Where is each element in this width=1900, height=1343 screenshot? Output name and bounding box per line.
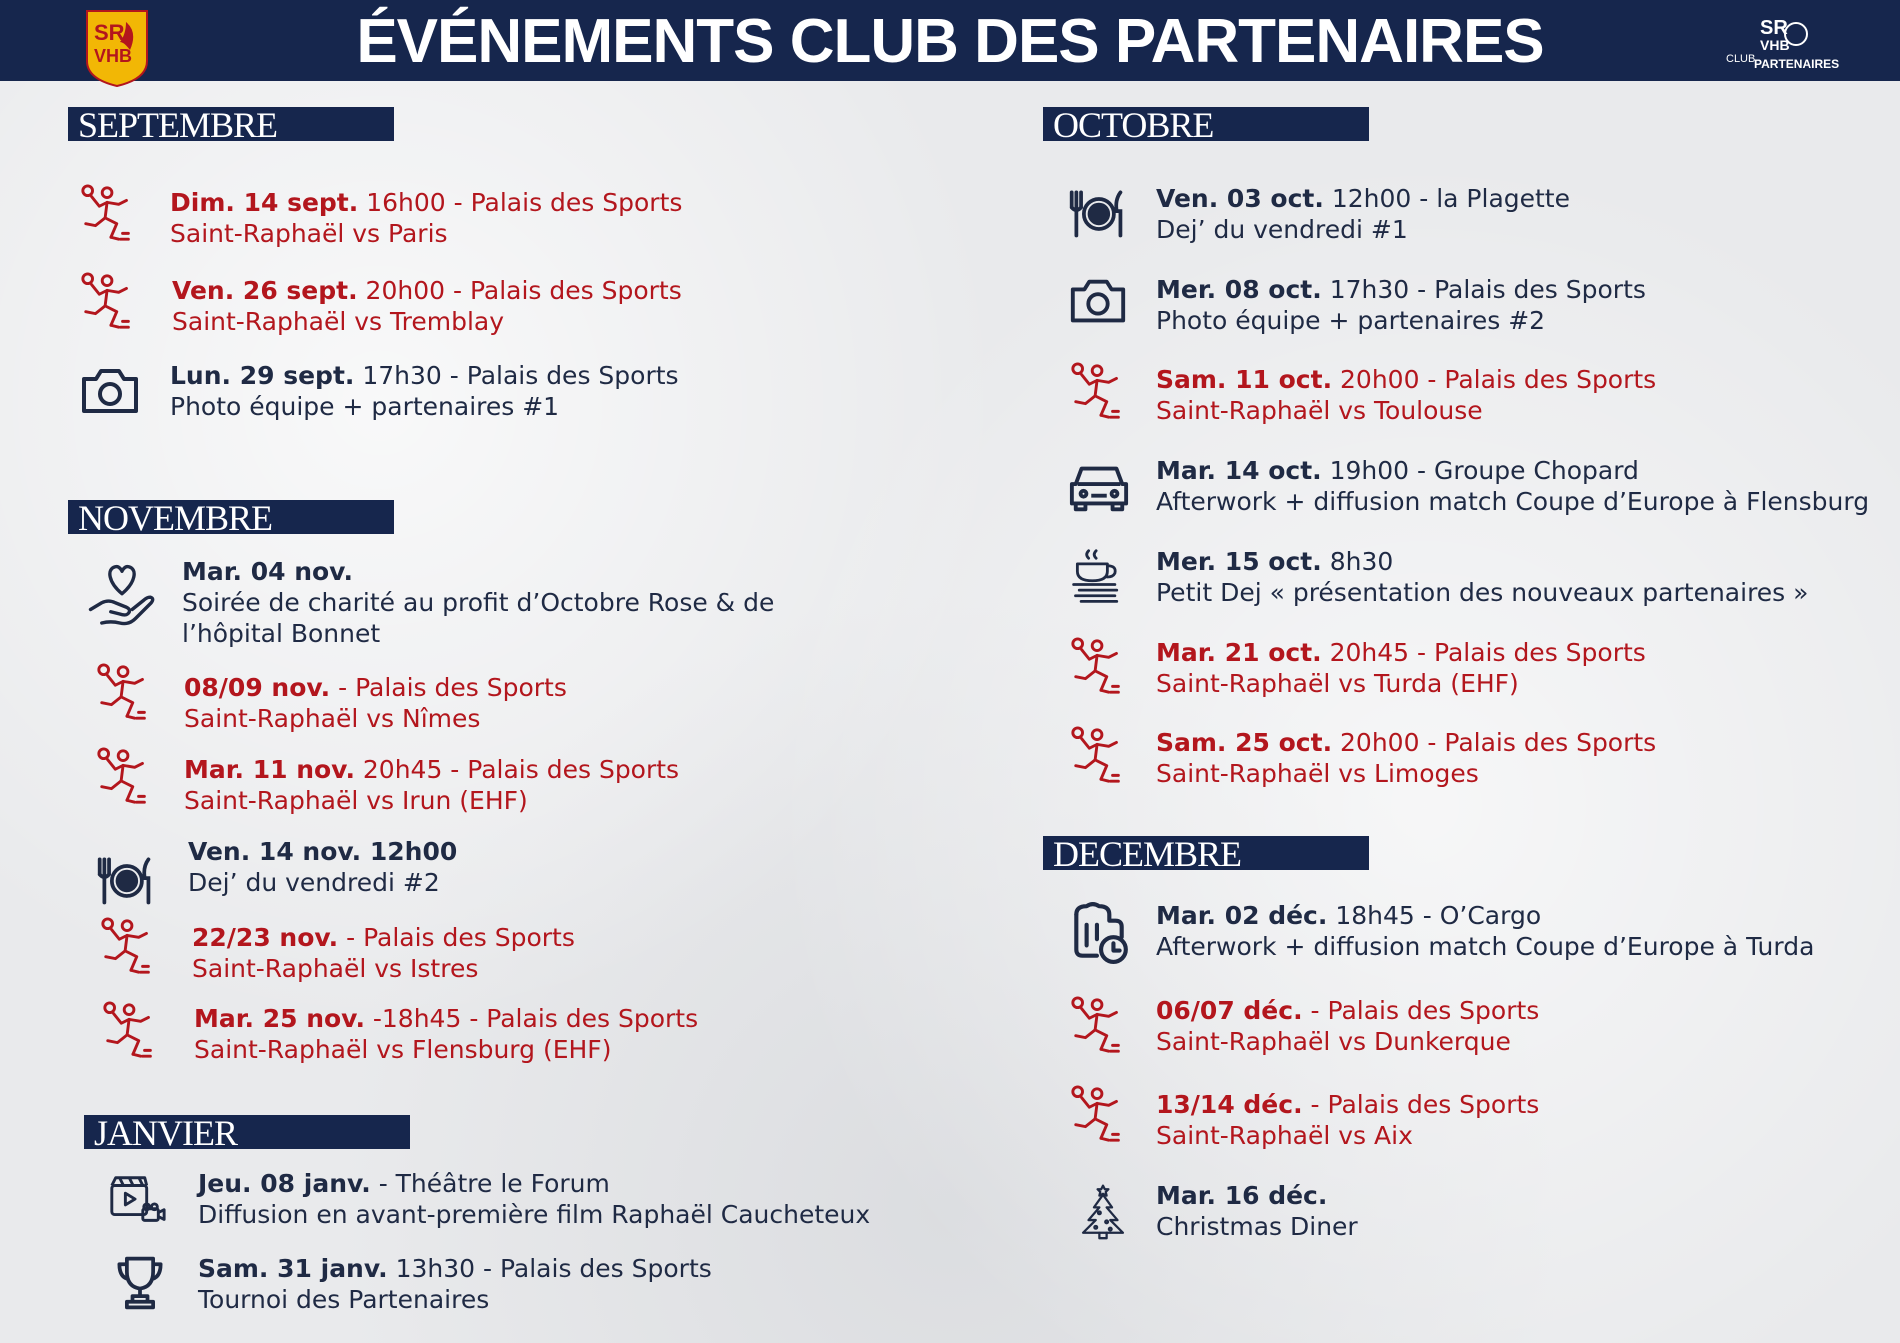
plate-cutlery-icon <box>88 850 162 910</box>
logo-right-line1: SR <box>1760 17 1788 39</box>
handball-player-icon <box>1068 1083 1130 1147</box>
event-text <box>1156 727 1656 789</box>
event-detail: 20h00 - Palais des Sports <box>357 276 682 305</box>
event-line2: Saint-Raphaël vs Flensburg (EHF) <box>194 1035 612 1064</box>
month-header-septembre: SEPTEMBRE <box>68 107 394 141</box>
event-detail: 20h45 - Palais des Sports <box>354 755 680 784</box>
event-line2: Tournoi des Partenaires <box>198 1285 490 1314</box>
event-text <box>198 1168 870 1230</box>
event-date: Mar. 02 déc. <box>1156 901 1328 930</box>
event-detail: -18h45 - Palais des Sports <box>364 1004 699 1033</box>
event-date: Jeu. 08 janv. <box>198 1169 371 1198</box>
event-line2: Saint-Raphaël vs Aix <box>1156 1121 1413 1150</box>
event-detail: 16h00 - Palais des Sports <box>358 188 683 217</box>
handball-player-icon <box>98 916 160 978</box>
event-date: Sam. 25 oct. <box>1156 728 1333 757</box>
month-header-octobre: OCTOBRE <box>1043 107 1369 141</box>
event-date: Ven. 14 nov. 12h00 <box>188 837 458 866</box>
logo-right-club: CLUB <box>1726 53 1756 65</box>
handball-player-icon <box>78 183 140 245</box>
event-line2: Christmas Diner <box>1156 1212 1358 1241</box>
christmas-tree-icon <box>1074 1178 1132 1244</box>
event-text <box>184 672 567 734</box>
page-title: ÉVÉNEMENTS CLUB DES PARTENAIRES <box>356 7 1544 76</box>
event-date: Mer. 08 oct. <box>1156 275 1322 304</box>
event-date: Mar. 21 oct. <box>1156 638 1322 667</box>
event-detail: 13h30 - Palais des Sports <box>387 1254 712 1283</box>
header-bar <box>0 0 1900 81</box>
event-date: 22/23 nov. <box>192 923 339 952</box>
event-detail: 8h30 <box>1321 547 1394 576</box>
event-line3: l’hôpital Bonnet <box>182 619 381 648</box>
camera-icon <box>1066 270 1130 332</box>
event-line2: Dej’ du vendredi #1 <box>1156 215 1408 244</box>
handball-player-icon <box>94 662 156 724</box>
event-line2: Saint-Raphaël vs Istres <box>192 954 479 983</box>
event-line2: Photo équipe + partenaires #2 <box>1156 306 1546 335</box>
handball-player-icon <box>1068 360 1130 424</box>
event-line2: Petit Dej « présentation des nouveaux partenaires » <box>1156 578 1809 607</box>
handball-player-icon <box>78 271 140 333</box>
logo-left-line2: VHB <box>94 46 133 66</box>
logo-right-partners: PARTENAIRES <box>1754 57 1840 71</box>
event-date: Sam. 11 oct. <box>1156 365 1333 394</box>
event-date: Mar. 16 déc. <box>1156 1181 1328 1210</box>
event-text <box>198 1253 712 1315</box>
beer-clock-icon <box>1066 898 1132 968</box>
handball-player-icon <box>1068 635 1130 699</box>
event-date: Mar. 04 nov. <box>182 557 353 586</box>
event-date: Mar. 11 nov. <box>184 755 355 784</box>
event-line2: Saint-Raphaël vs Tremblay <box>172 307 505 336</box>
event-detail: 19h00 - Groupe Chopard <box>1321 456 1639 485</box>
event-text <box>1156 1089 1539 1151</box>
event-detail: 18h45 - O’Cargo <box>1327 901 1542 930</box>
event-line2: Saint-Raphaël vs Dunkerque <box>1156 1027 1511 1056</box>
event-text <box>1156 183 1570 245</box>
handball-player-icon <box>1068 994 1130 1058</box>
event-line2: Photo équipe + partenaires #1 <box>170 392 560 421</box>
event-line2: Soirée de charité au profit d’Octobre Rose & de <box>182 588 775 617</box>
event-line2: Diffusion en avant-première film Raphaël Caucheteux <box>198 1200 871 1229</box>
car-icon <box>1064 455 1134 517</box>
logo-right-line2: VHB <box>1760 37 1790 53</box>
event-date: 13/14 déc. <box>1156 1090 1303 1119</box>
handball-player-icon <box>94 746 156 808</box>
event-detail: 17h30 - Palais des Sports <box>354 361 679 390</box>
club-partenaires-logo <box>1726 10 1846 72</box>
event-text <box>194 1003 698 1065</box>
event-line2: Saint-Raphaël vs Toulouse <box>1156 396 1483 425</box>
handball-player-icon <box>1068 724 1130 788</box>
event-date: Lun. 29 sept. <box>170 361 355 390</box>
event-text <box>1156 364 1656 426</box>
event-detail: 17h30 - Palais des Sports <box>1321 275 1646 304</box>
event-date: Mar. 25 nov. <box>194 1004 365 1033</box>
film-camera-icon <box>104 1170 170 1232</box>
logo-left-line1: SR <box>94 20 125 45</box>
event-detail: - Palais des Sports <box>1302 1090 1540 1119</box>
event-line2: Dej’ du vendredi #2 <box>188 868 440 897</box>
event-line2: Saint-Raphaël vs Limoges <box>1156 759 1479 788</box>
event-text <box>188 836 457 898</box>
event-line2: Saint-Raphaël vs Irun (EHF) <box>184 786 528 815</box>
plate-cutlery-icon <box>1060 183 1134 243</box>
event-line2: Afterwork + diffusion match Coupe d’Europe à Turda <box>1156 932 1815 961</box>
event-text <box>192 922 575 984</box>
event-detail: - Palais des Sports <box>1302 996 1540 1025</box>
event-text <box>184 754 679 816</box>
month-header-janvier: JANVIER <box>84 1115 410 1149</box>
event-date: Ven. 26 sept. <box>172 276 358 305</box>
event-detail: - Palais des Sports <box>338 923 575 952</box>
event-text <box>1156 455 1869 517</box>
event-detail: - Théâtre le Forum <box>370 1169 610 1198</box>
event-date: 06/07 déc. <box>1156 996 1303 1025</box>
event-detail: 20h00 - Palais des Sports <box>1332 728 1657 757</box>
event-date: 08/09 nov. <box>184 673 331 702</box>
month-header-novembre: NOVEMBRE <box>68 500 394 534</box>
event-line2: Saint-Raphaël vs Paris <box>170 219 448 248</box>
event-date: Sam. 31 janv. <box>198 1254 388 1283</box>
event-text <box>1156 274 1646 336</box>
month-header-decembre: DECEMBRE <box>1043 836 1369 870</box>
heart-hand-icon <box>86 560 158 632</box>
event-text <box>1156 995 1539 1057</box>
handball-player-icon <box>100 1000 162 1062</box>
trophy-icon <box>110 1253 170 1313</box>
event-line2: Saint-Raphaël vs Nîmes <box>184 704 481 733</box>
event-detail: 12h00 - la Plagette <box>1323 184 1570 213</box>
event-text <box>170 360 679 422</box>
event-text <box>1156 546 1808 608</box>
event-text <box>1156 637 1646 699</box>
event-text <box>1156 1180 1358 1242</box>
event-date: Ven. 03 oct. <box>1156 184 1324 213</box>
event-date: Mar. 14 oct. <box>1156 456 1322 485</box>
event-date: Mer. 15 oct. <box>1156 547 1322 576</box>
event-text <box>182 556 774 649</box>
event-detail: - Palais des Sports <box>330 673 567 702</box>
coffee-cup-icon <box>1068 546 1128 608</box>
event-line2: Saint-Raphaël vs Turda (EHF) <box>1156 669 1519 698</box>
event-text <box>172 275 682 337</box>
event-date: Dim. 14 sept. <box>170 188 359 217</box>
event-line2: Afterwork + diffusion match Coupe d’Europe à Flensburg <box>1156 487 1870 516</box>
event-text <box>1156 900 1814 962</box>
event-detail: 20h00 - Palais des Sports <box>1332 365 1657 394</box>
camera-icon <box>78 359 142 423</box>
event-text <box>170 187 682 249</box>
event-detail: 20h45 - Palais des Sports <box>1321 638 1646 667</box>
